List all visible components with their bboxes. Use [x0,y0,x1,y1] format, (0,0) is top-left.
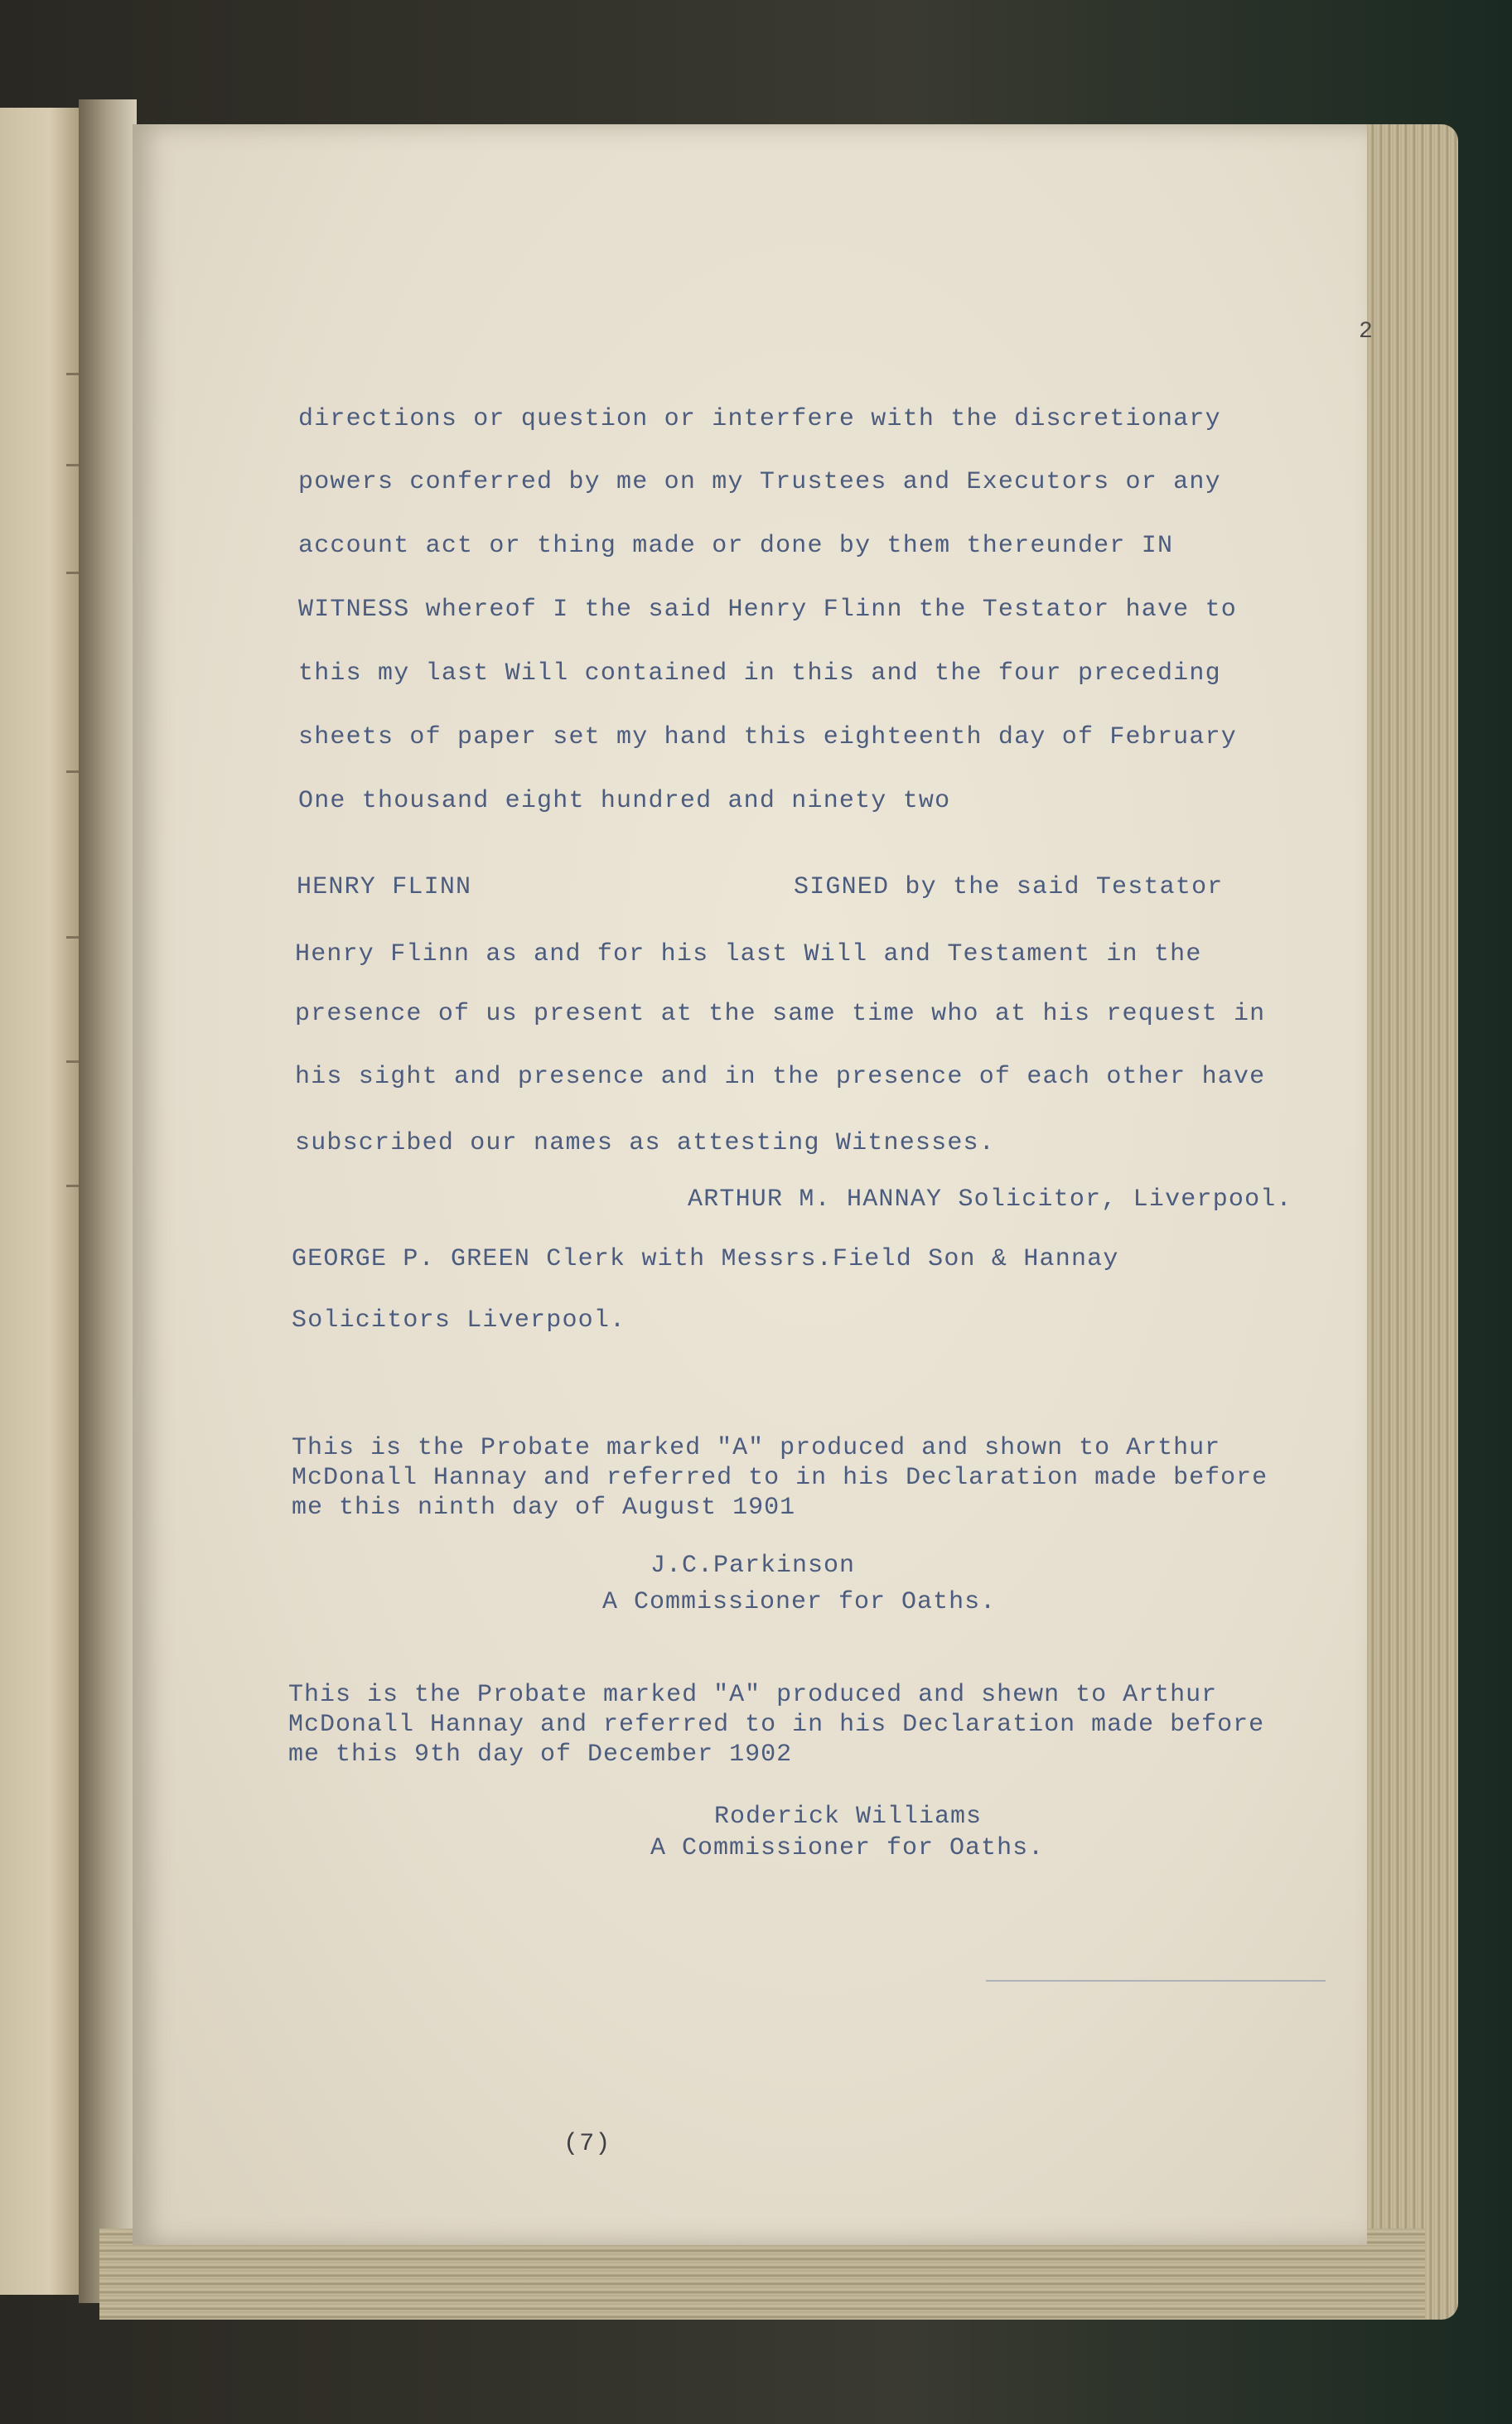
attestation-line: subscribed our names as attesting Witnesses. [295,1129,995,1157]
left-page-edge [0,108,83,2295]
probate-endorsement-1901: This is the Probate marked "A" produced and shown to Arthur McDonall Hannay and referred to in his Declaration made before me this ninth day of August 1901 [292,1434,1268,1522]
attestation-line: presence of us present at the same time who at his request in [295,1000,1266,1028]
commissioner-signature-parkinson: J.C.Parkinson [650,1552,856,1580]
testator-signature: HENRY FLINN [297,873,472,901]
faint-rule [986,1980,1326,1982]
commissioner-signature-williams: Roderick Williams [714,1803,983,1831]
will-line: account act or thing made or done by them thereunder IN [298,532,1174,560]
probate-endorsement-1902: This is the Probate marked "A" produced and shewn to Arthur McDonall Hannay and referred to in his Declaration made before me this 9th day of December 1902 [288,1681,1265,1769]
commissioner-title-2: A Commissioner for Oaths. [650,1834,1045,1862]
will-line: WITNESS whereof I the said Henry Flinn the Testator have to [298,596,1237,624]
witness-arthur-hannay: ARTHUR M. HANNAY Solicitor, Liverpool. [688,1185,1292,1214]
will-line: sheets of paper set my hand this eighteenth day of February [298,723,1237,751]
witness-george-green: GEORGE P. GREEN Clerk with Messrs.Field Son & Hannay [292,1245,1119,1273]
commissioner-title-1: A Commissioner for Oaths. [602,1588,997,1616]
witness-george-green-cont: Solicitors Liverpool. [292,1306,626,1335]
will-line: directions or question or interfere with the discretionary [298,405,1221,433]
page-number: (7) [563,2130,611,2158]
page-edges-right [1359,124,1458,2320]
will-line: this my last Will contained in this and the four preceding [298,659,1221,688]
attestation-line: his sight and presence and in the presence of each other have [295,1063,1266,1091]
book-gutter [79,99,137,2303]
corner-mark: 2 [1359,319,1373,345]
attestation-line: Henry Flinn as and for his last Will and Testament in the [295,940,1202,968]
will-line: One thousand eight hundred and ninety two [298,787,951,815]
attestation-heading: SIGNED by the said Testator [794,873,1224,901]
will-line: powers conferred by me on my Trustees and Executors or any [298,468,1221,496]
